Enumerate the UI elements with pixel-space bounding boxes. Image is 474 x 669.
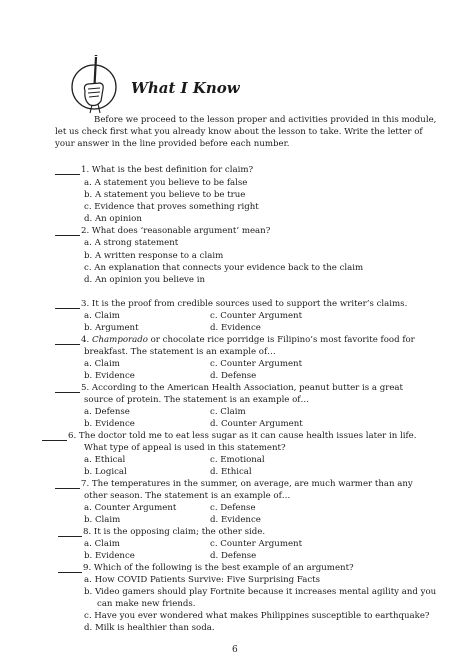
answer-line-2[interactable] (55, 226, 80, 236)
q4-choice-d: d. Defense (210, 371, 257, 381)
q3-choice-a: a. Claim (84, 311, 120, 321)
q4-choice-c: c. Counter Argument (210, 359, 303, 369)
answer-line-5[interactable] (55, 383, 80, 393)
answer-line-6[interactable] (42, 431, 67, 441)
page-title: What I Know (131, 79, 240, 97)
question-1-stem: 1. What is the best definition for claim? (81, 165, 254, 175)
intro-line-2: let us check first what you already know about the lesson to take. Write the letter of (55, 127, 423, 137)
question-9-stem: 9. Which of the following is the best example of an argument? (83, 563, 354, 573)
q4-italic-term: Champorado (91, 335, 148, 345)
intro-line-1: Before we proceed to the lesson proper and activities provided in this module, (94, 115, 437, 125)
question-2-stem: 2. What does ‘reasonable argument’ mean? (81, 226, 271, 236)
page-number: 6 (232, 645, 238, 655)
hand-pencil-logo-icon (70, 55, 120, 117)
answer-line-9[interactable] (58, 563, 82, 573)
q6-choice-b: b. Logical (84, 467, 127, 477)
q9-choice-b-cont: can make new friends. (97, 599, 196, 609)
q8-choice-d: d. Defense (210, 551, 257, 561)
q4-number: 4. (81, 335, 90, 345)
question-7-stem-2: other season. The statement is an example of… (84, 491, 291, 501)
question-6-stem: 6. The doctor told me to eat less sugar as it can cause health issues later in life. (68, 431, 417, 441)
answer-line-8[interactable] (58, 527, 82, 537)
q7-choice-b: b. Claim (84, 515, 121, 525)
answer-line-1[interactable] (55, 165, 80, 175)
q6-choice-c: c. Emotional (210, 455, 265, 465)
q7-choice-d: d. Evidence (210, 515, 261, 525)
q3-choice-c: c. Counter Argument (210, 311, 303, 321)
answer-line-4[interactable] (55, 335, 80, 345)
q5-choice-c: c. Claim (210, 407, 246, 417)
q4-choice-a: a. Claim (84, 359, 120, 369)
question-8-stem: 8. It is the opposing claim; the other side. (83, 527, 266, 537)
q8-choice-c: c. Counter Argument (210, 539, 303, 549)
q8-choice-a: a. Claim (84, 539, 120, 549)
q6-choice-d: d. Ethical (210, 467, 252, 477)
q9-choice-b: b. Video gamers should play Fortnite because it increases mental agility and you (84, 587, 437, 597)
q1-choice-c: c. Evidence that proves something right (84, 202, 259, 212)
q4-choice-b: b. Evidence (84, 371, 135, 381)
q8-choice-b: b. Evidence (84, 551, 135, 561)
question-6-stem-2: What type of appeal is used in this statement? (84, 443, 286, 453)
question-7-stem: 7. The temperatures in the summer, on average, are much warmer than any (81, 479, 413, 489)
intro-line-3: your answer in the line provided before each number. (55, 139, 290, 149)
q5-choice-d: d. Counter Argument (210, 419, 303, 429)
q2-choice-b: b. A written response to a claim (84, 251, 224, 261)
q1-choice-a: a. A statement you believe to be false (84, 178, 248, 188)
question-5-stem-2: source of protein. The statement is an example of… (84, 395, 310, 405)
q9-choice-c: c. Have you ever wondered what makes Philippines susceptible to earthquake? (84, 611, 430, 621)
question-4-stem-2: breakfast. The statement is an example of… (84, 347, 276, 357)
q7-choice-c: c. Defense (210, 503, 256, 513)
q5-choice-b: b. Evidence (84, 419, 135, 429)
q1-choice-b: b. A statement you believe to be true (84, 190, 246, 200)
answer-line-3[interactable] (55, 299, 80, 309)
question-3-stem: 3. It is the proof from credible sources used to support the writer’s claims. (81, 299, 408, 309)
q2-choice-c: c. An explanation that connects your evidence back to the claim (84, 263, 364, 273)
question-5-stem: 5. According to the American Health Association, peanut butter is a great (81, 383, 404, 393)
q3-choice-d: d. Evidence (210, 323, 261, 333)
q5-choice-a: a. Defense (84, 407, 130, 417)
answer-line-7[interactable] (55, 479, 80, 489)
q2-choice-a: a. A strong statement (84, 238, 179, 248)
q4-stem-rest: or chocolate rice porridge is Filipino’s most favorite food for (147, 335, 415, 345)
q9-choice-d: d. Milk is healthier than soda. (84, 623, 215, 633)
question-4-stem (81, 335, 415, 346)
q2-choice-d: d. An opinion you believe in (84, 275, 206, 285)
q7-choice-a: a. Counter Argument (84, 503, 177, 513)
q1-choice-d: d. An opinion (84, 214, 142, 224)
q6-choice-a: a. Ethical (84, 455, 126, 465)
q3-choice-b: b. Argument (84, 323, 139, 333)
q9-choice-a: a. How COVID Patients Survive: Five Surprising Facts (84, 575, 321, 585)
